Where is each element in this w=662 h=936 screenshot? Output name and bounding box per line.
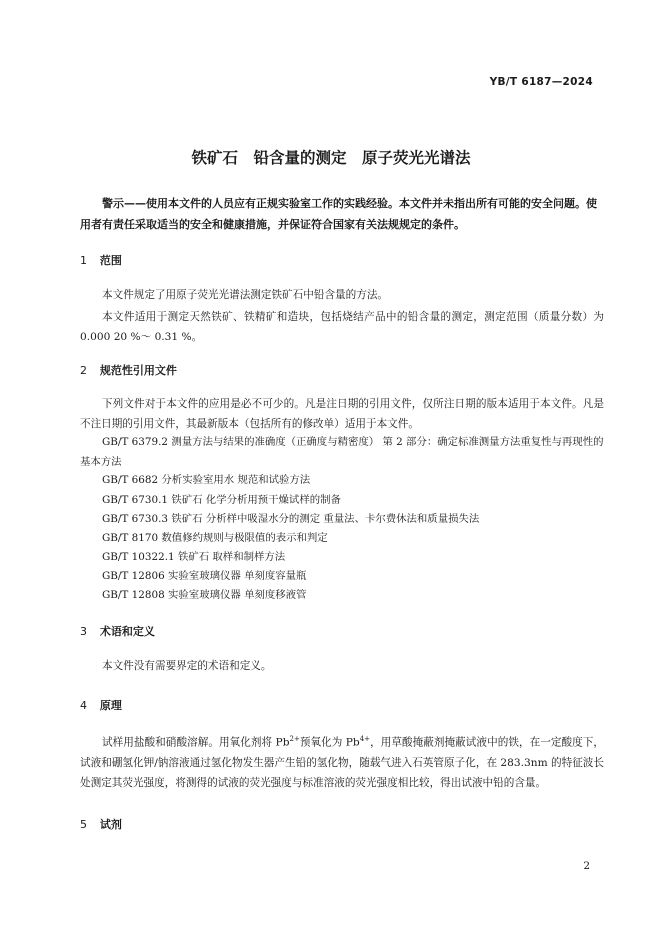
scope-paragraph-2: 本文件适用于测定天然铁矿、铁精矿和造块，包括烧结产品中的铅含量的测定，测定范围（质量分数）为0.000 20 %～ 0.31 %。 — [80, 311, 604, 343]
reference-item: GB/T 12808 实验室玻璃仪器 单刻度移液管 — [102, 589, 307, 601]
reference-item: GB/T 10322.1 铁矿石 取样和制样方法 — [102, 551, 286, 563]
section-title: 试剂 — [99, 818, 122, 831]
principle-text-b: 预氧化为 Pb — [299, 736, 360, 749]
reference-item: GB/T 8170 数值修约规则与极限值的表示和判定 — [102, 532, 328, 544]
scope-paragraph-1: 本文件规定了用原子荧光光谱法测定铁矿石中铅含量的方法。 — [102, 289, 389, 301]
charge-superscript: 4+ — [359, 735, 371, 743]
section-number: 1 — [80, 254, 87, 267]
reference-item: GB/T 6730.3 铁矿石 分析样中吸湿水分的测定 重量法、卡尔费休法和质量损失法 — [102, 513, 480, 525]
principle-paragraph — [80, 729, 604, 793]
section-heading-references — [80, 362, 177, 378]
terms-paragraph: 本文件没有需要界定的术语和定义。 — [102, 660, 272, 672]
section-heading-reagents — [80, 816, 122, 832]
section-number: 4 — [80, 699, 87, 712]
section-heading-terms — [80, 623, 155, 639]
section-heading-scope — [80, 252, 122, 268]
principle-text-c: ，用草酸掩蔽剂掩蔽试液中的铁，在一定酸度下，试液和硼氢化钾/钠溶液通过氢化物发生器产生铅的氢化物，随载气进入石英管原子化，在 283.3nm 的特征波长处测定其荧光强度，将测得的试液的荧光强度与标准溶液的荧光强度相比较，得出试液中铅的含量。 — [80, 736, 605, 789]
standard-code: YB/T 6187—2024 — [489, 76, 593, 88]
section-number: 3 — [80, 625, 87, 638]
reference-item: GB/T 6682 分析实验室用水 规范和试验方法 — [102, 474, 311, 486]
reference-item: GB/T 6730.1 铁矿石 化学分析用预干燥试样的制备 — [102, 494, 341, 506]
references-intro: 下列文件对于本文件的应用是必不可少的。凡是注日期的引用文件，仅所注日期的版本适用于本文件。凡是不注日期的引用文件，其最新版本（包括所有的修改单）适用于本文件。 — [80, 398, 604, 430]
reference-item: GB/T 6379.2 测量方法与结果的准确度（正确度与精密度） 第 2 部分：确定标准测量方法重复性与再现性的基本方法 — [80, 436, 604, 468]
document-title: 铁矿石 铅含量的测定 原子荧光光谱法 — [191, 149, 471, 167]
section-title: 原理 — [99, 699, 122, 712]
page-number: 2 — [583, 860, 590, 872]
warning-paragraph: 警示——使用本文件的人员应有正规实验室工作的实践经验。本文件并未指出所有可能的安全问题。使用者有责任采取适当的安全和健康措施，并保证符合国家有关法规规定的条件。 — [80, 197, 597, 231]
charge-superscript: 2+ — [289, 735, 300, 743]
section-number: 2 — [80, 364, 87, 377]
section-number: 5 — [80, 818, 87, 831]
section-heading-principle — [80, 697, 122, 713]
section-title: 范围 — [99, 254, 122, 267]
principle-text-a: 试样用盐酸和硝酸溶解。用氧化剂将 Pb — [102, 736, 290, 749]
section-title: 术语和定义 — [99, 625, 155, 638]
section-title: 规范性引用文件 — [99, 364, 177, 377]
reference-item: GB/T 12806 实验室玻璃仪器 单刻度容量瓶 — [102, 570, 307, 582]
